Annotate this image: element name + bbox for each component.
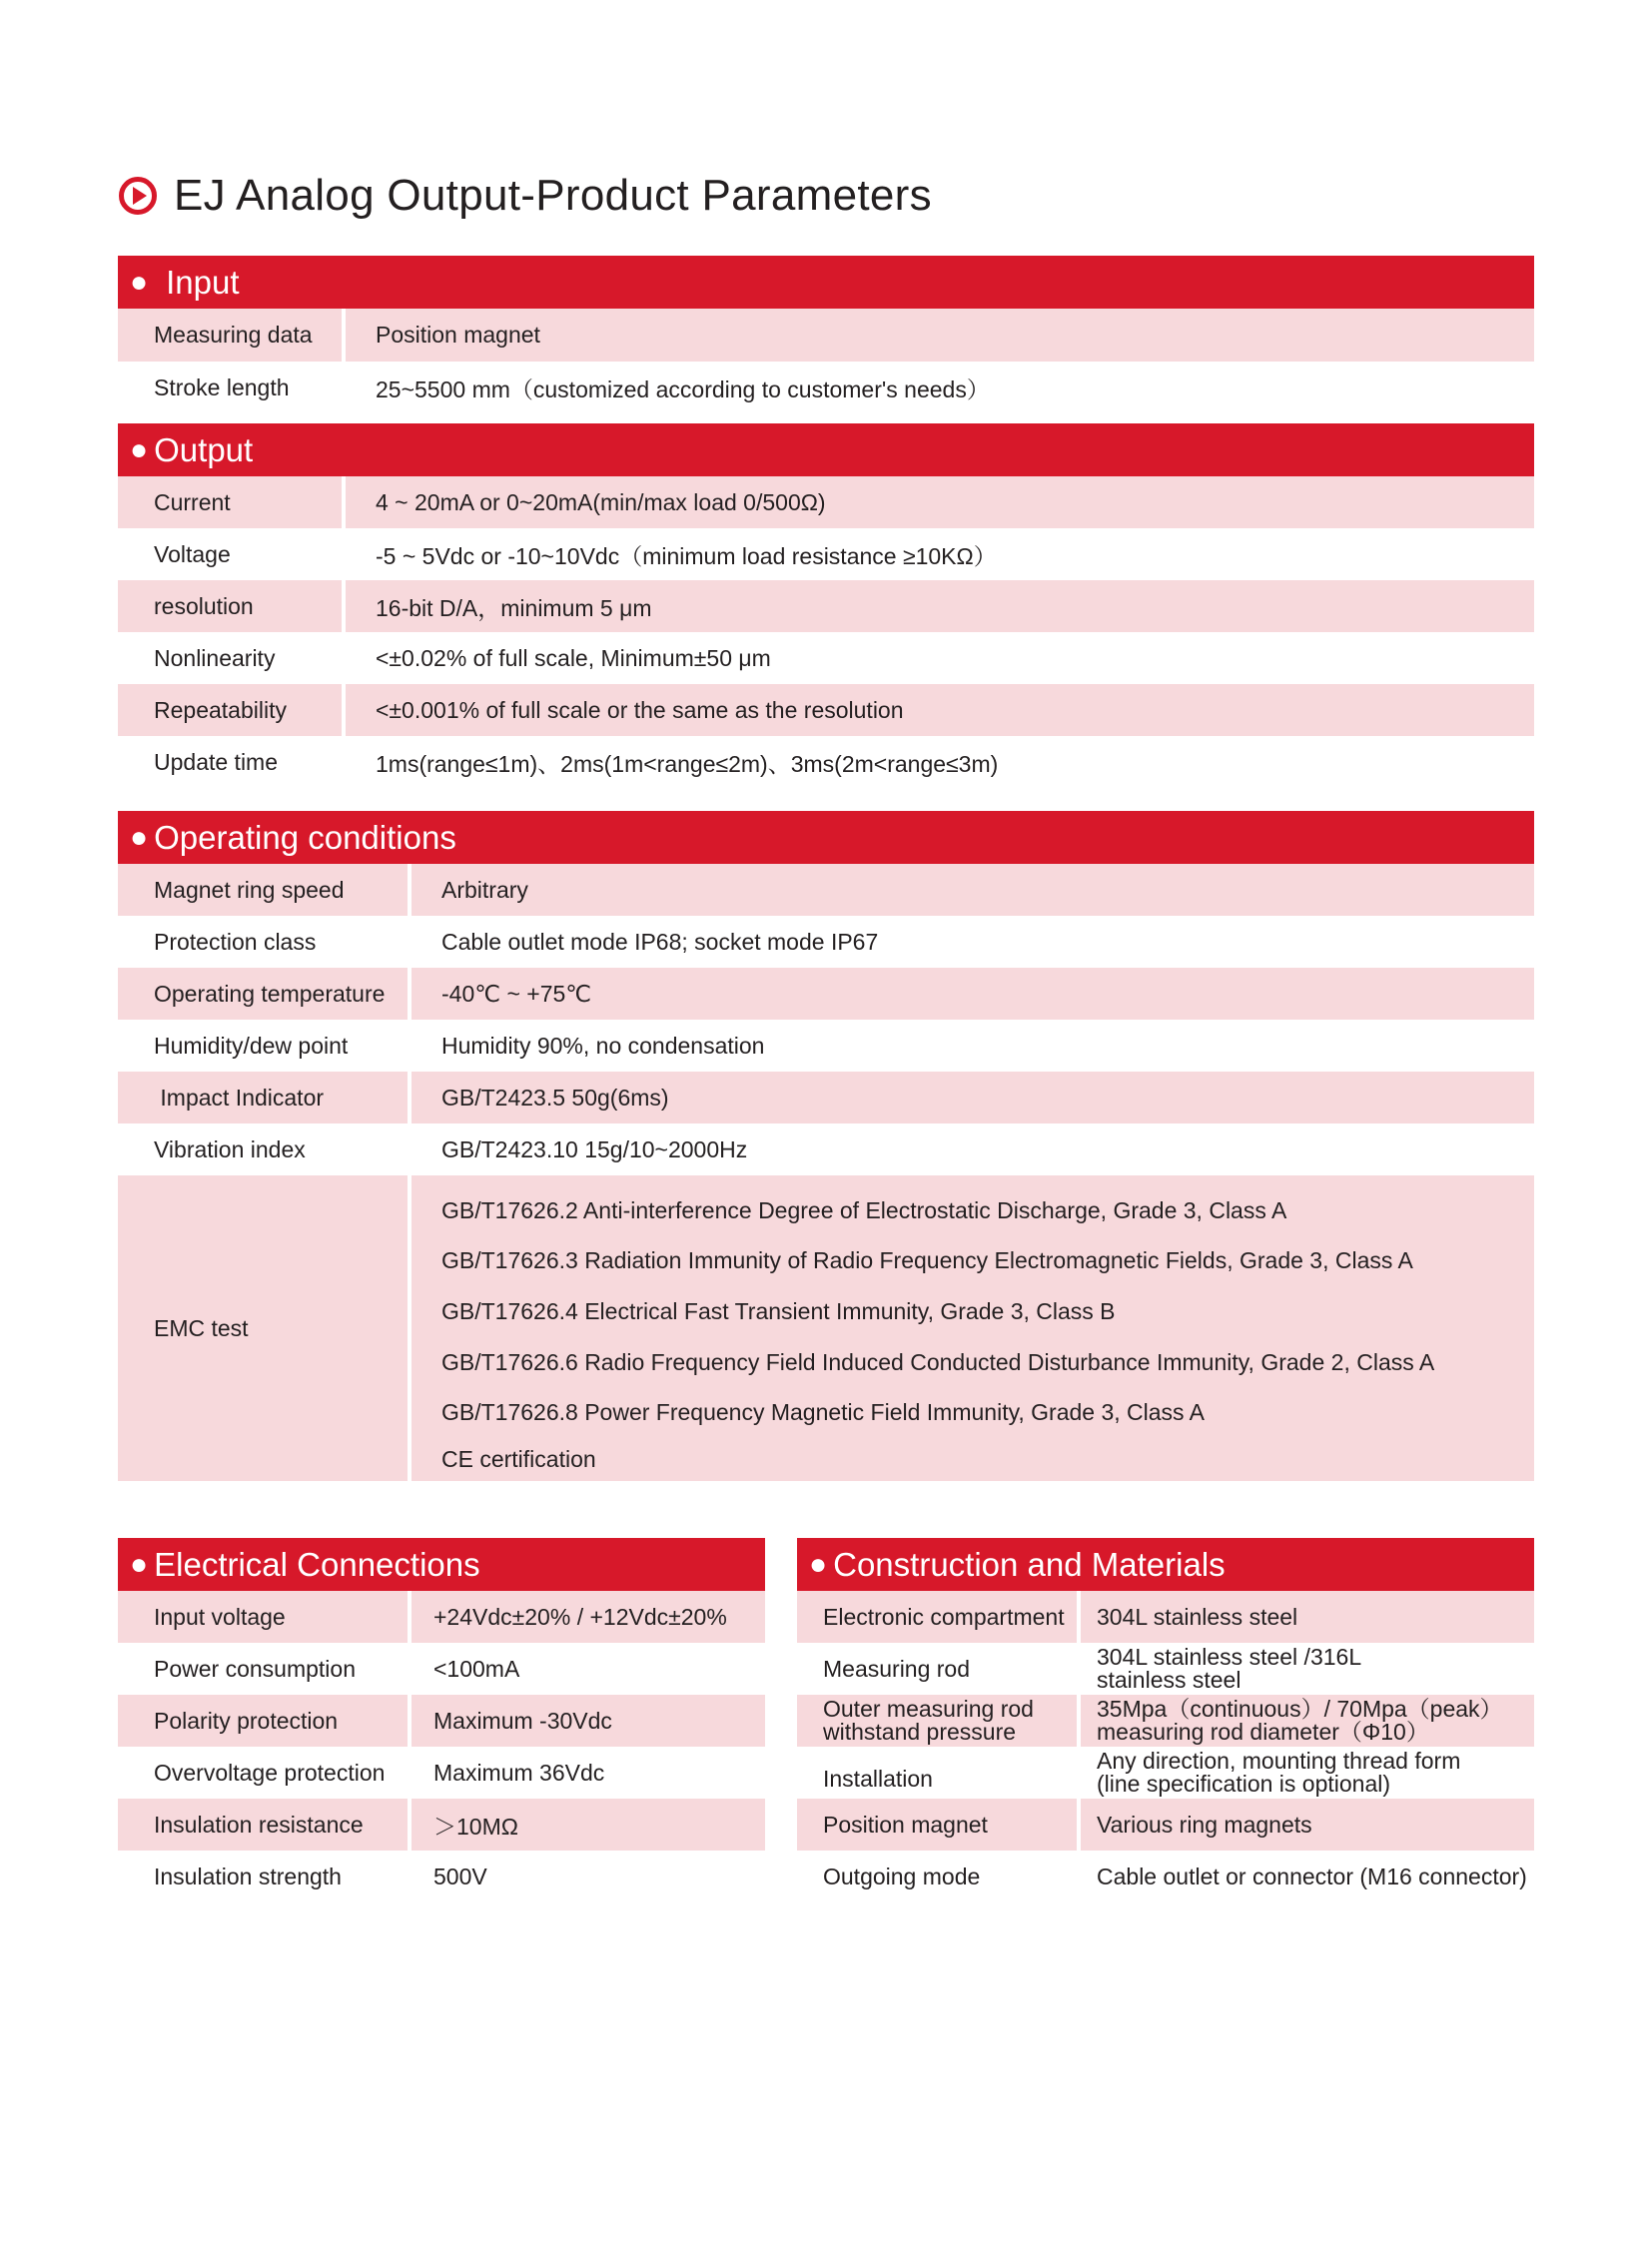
row-label: Protection class: [154, 928, 317, 955]
table-row: [797, 1591, 1534, 1643]
electrical-section: [118, 1538, 765, 1902]
construction-section: [797, 1538, 1534, 1902]
table-row: [118, 1851, 765, 1902]
emc-item: GB/T17626.6 Radio Frequency Field Induced Conducted Disturbance Immunity, Grade 2, Class A: [441, 1348, 1435, 1375]
output-section-header: [118, 423, 1534, 476]
electrical-section-title: Electrical Connections: [154, 1545, 480, 1583]
row-label: Power consumption: [154, 1655, 356, 1682]
operating-section-header: [118, 811, 1534, 864]
output-section-title: Output: [154, 430, 254, 468]
output-section: [118, 423, 1534, 788]
bullet-dot-icon: ●: [130, 820, 149, 854]
row-label-line: withstand pressure: [823, 1719, 1017, 1745]
row-value: 500V: [408, 1851, 765, 1902]
table-row: [797, 1643, 1534, 1695]
row-label: Humidity/dew point: [154, 1032, 349, 1059]
row-label: Impact Indicator: [154, 1084, 325, 1111]
row-value: <100mA: [408, 1643, 765, 1695]
emc-item: GB/T17626.2 Anti-interference Degree of Electrostatic Discharge, Grade 3, Class A: [441, 1196, 1287, 1223]
row-value: [1077, 1747, 1534, 1799]
table-row: [118, 1591, 765, 1643]
row-value: +24Vdc±20% / +12Vdc±20%: [408, 1591, 765, 1643]
row-label: Installation: [823, 1766, 933, 1792]
page-title-text: EJ Analog Output-Product Parameters: [174, 171, 932, 220]
table-row: [797, 1851, 1534, 1902]
construction-section-header: [797, 1538, 1534, 1591]
row-value: <±0.02% of full scale, Minimum±50 μm: [342, 632, 1534, 684]
row-value-line: Any direction, mounting thread form: [1097, 1748, 1461, 1774]
row-label: [797, 1695, 1077, 1747]
row-label: Position magnet: [823, 1811, 988, 1838]
table-row: [797, 1799, 1534, 1851]
operating-section: [118, 811, 1534, 1481]
row-value: GB/T2423.5 50g(6ms): [408, 1072, 1534, 1123]
row-value-line: stainless steel: [1097, 1667, 1241, 1693]
table-row: [118, 1695, 765, 1747]
row-value: Cable outlet or connector (M16 connector): [1077, 1851, 1534, 1902]
row-value: Maximum 36Vdc: [408, 1747, 765, 1799]
table-row: [797, 1695, 1534, 1747]
input-section-header: [118, 256, 1534, 309]
table-row: [118, 864, 1534, 916]
row-value: Cable outlet mode IP68; socket mode IP67: [408, 916, 1534, 968]
row-label: Electronic compartment: [823, 1603, 1065, 1630]
emc-item: GB/T17626.4 Electrical Fast Transient Immunity, Grade 3, Class B: [441, 1298, 1116, 1325]
row-label: Measuring rod: [823, 1655, 971, 1682]
row-label: Polarity protection: [154, 1707, 339, 1734]
row-label: resolution: [154, 592, 254, 619]
row-value: 16-bit D/A，minimum 5 μm: [342, 580, 1534, 632]
row-value: ＞10MΩ: [408, 1799, 765, 1851]
table-row: [118, 736, 1534, 788]
row-value: [1077, 1643, 1534, 1695]
bullet-dot-icon: ●: [130, 1547, 149, 1581]
row-label: Voltage: [154, 540, 231, 567]
table-row: [118, 476, 1534, 528]
row-value: Position magnet: [342, 309, 1534, 362]
row-label: Operating temperature: [154, 980, 386, 1007]
row-value-line: (line specification is optional): [1097, 1771, 1391, 1797]
table-row: [118, 1123, 1534, 1175]
table-row: [118, 684, 1534, 736]
table-row: [118, 309, 1534, 362]
row-label: Insulation strength: [154, 1863, 342, 1889]
row-value-line: measuring rod diameter（Φ10）: [1097, 1719, 1429, 1745]
table-row: [118, 1747, 765, 1799]
row-label: Insulation resistance: [154, 1811, 364, 1838]
row-label: Input voltage: [154, 1603, 286, 1630]
row-value: -5 ~ 5Vdc or -10~10Vdc（minimum load resistance ≥10KΩ）: [342, 528, 1534, 580]
page-title: [118, 160, 932, 232]
emc-row: [118, 1175, 1534, 1481]
row-value: <±0.001% of full scale or the same as the resolution: [342, 684, 1534, 736]
table-row: [118, 968, 1534, 1020]
row-value: 1ms(range≤1m)、2ms(1m<range≤2m)、3ms(2m<range≤3m): [342, 736, 1534, 788]
operating-section-title: Operating conditions: [154, 818, 456, 856]
row-value-line: 304L stainless steel /316L: [1097, 1644, 1362, 1670]
row-label-line: Outer measuring rod: [823, 1696, 1034, 1722]
table-row: [118, 580, 1534, 632]
construction-section-title: Construction and Materials: [833, 1545, 1226, 1583]
row-value: Maximum -30Vdc: [408, 1695, 765, 1747]
emc-item: GB/T17626.3 Radiation Immunity of Radio Frequency Electromagnetic Fields, Grade 3, Class A: [441, 1247, 1413, 1274]
row-label: Overvoltage protection: [154, 1759, 386, 1786]
row-label: Magnet ring speed: [154, 876, 345, 903]
row-value: Humidity 90%, no condensation: [408, 1020, 1534, 1072]
row-label: Repeatability: [154, 696, 287, 723]
row-value: GB/T2423.10 15g/10~2000Hz: [408, 1123, 1534, 1175]
play-circle-icon: [118, 176, 158, 216]
row-label: Current: [154, 488, 231, 515]
input-section-title: Input: [166, 263, 240, 301]
row-value: Various ring magnets: [1077, 1799, 1534, 1851]
row-label: Vibration index: [154, 1135, 306, 1162]
row-label: Nonlinearity: [154, 644, 276, 671]
table-row: [797, 1747, 1534, 1799]
table-row: [118, 1072, 1534, 1123]
row-value: 304L stainless steel: [1077, 1591, 1534, 1643]
table-row: [118, 1643, 765, 1695]
row-label: Update time: [154, 748, 279, 775]
row-value: Arbitrary: [408, 864, 1534, 916]
input-section: [118, 256, 1534, 413]
table-row: [118, 362, 1534, 413]
table-row: [118, 1020, 1534, 1072]
emc-values: [408, 1175, 1534, 1481]
bullet-dot-icon: ●: [130, 432, 149, 466]
emc-item: CE certification: [441, 1446, 596, 1473]
table-row: [118, 916, 1534, 968]
row-label: Outgoing mode: [823, 1863, 981, 1889]
table-row: [118, 528, 1534, 580]
row-label: Measuring data: [154, 322, 313, 348]
emc-label: EMC test: [154, 1314, 249, 1341]
emc-item: GB/T17626.8 Power Frequency Magnetic Field Immunity, Grade 3, Class A: [441, 1399, 1206, 1426]
table-row: [118, 1799, 765, 1851]
bullet-dot-icon: ●: [130, 265, 149, 299]
row-value: -40℃ ~ +75℃: [408, 968, 1534, 1020]
row-value-line: 35Mpa（continuous）/ 70Mpa（peak）: [1097, 1696, 1503, 1722]
row-value: 25~5500 mm（customized according to customer's needs）: [342, 362, 1534, 413]
bullet-dot-icon: ●: [809, 1547, 828, 1581]
row-label: Stroke length: [154, 374, 290, 400]
row-value: 4 ~ 20mA or 0~20mA(min/max load 0/500Ω): [342, 476, 1534, 528]
table-row: [118, 632, 1534, 684]
electrical-section-header: [118, 1538, 765, 1591]
row-value: [1077, 1695, 1534, 1747]
